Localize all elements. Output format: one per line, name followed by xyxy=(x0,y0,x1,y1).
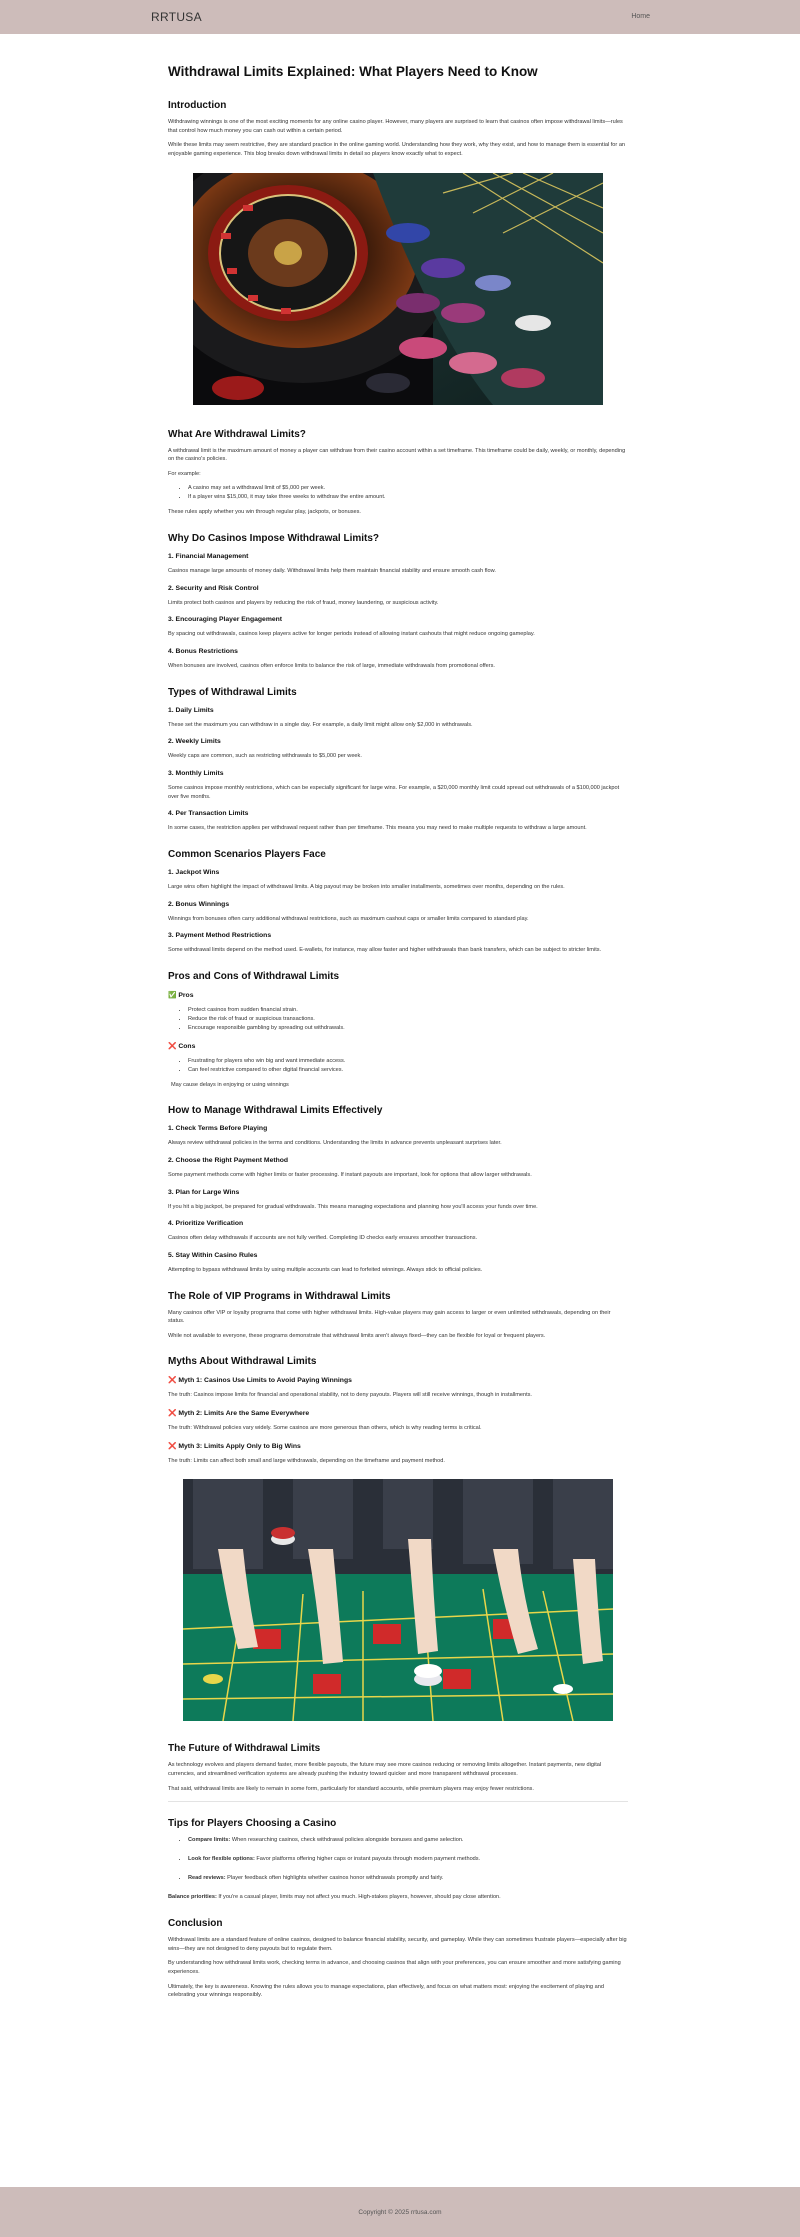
paragraph: The truth: Withdrawal policies vary widely. Some casinos are more generous than others, which is why reading terms is critical. xyxy=(168,1425,482,1432)
list-item: • Read reviews: Player feedback often highlights whether casinos honor withdrawals promptly and fairly. xyxy=(188,1874,628,1883)
section-heading: Common Scenarios Players Face xyxy=(168,848,326,860)
paragraph: For example: xyxy=(168,470,201,477)
paragraph: Casinos often delay withdrawals if accounts are not fully verified. Completing ID checks early ensures smoother transactions. xyxy=(168,1235,478,1242)
list-item: • Reduce the risk of fraud or suspicious transactions. xyxy=(188,1015,628,1024)
section-heading: The Future of Withdrawal Limits xyxy=(168,1743,321,1755)
section-heading: Introduction xyxy=(168,99,227,111)
paragraph: Weekly caps are common, such as restricting withdrawals to $5,000 per week. xyxy=(168,753,362,760)
paragraph: While not available to everyone, these programs demonstrate that withdrawal limits aren't always fixed—they can be flexible for loyal or frequent players. xyxy=(168,1332,546,1339)
paragraph: That said, withdrawal limits are likely to remain in some form, particularly for standard accounts, while premium players may enjoy fewer restrictions. xyxy=(168,1785,534,1792)
list-item: • Look for flexible options: Favor platforms offering higher caps or instant payouts through modern payment methods. xyxy=(188,1855,628,1864)
paragraph: These set the maximum you can withdraw in a single day. For example, a daily limit might allow only $2,000 in withdrawals. xyxy=(168,721,473,728)
paragraph: By understanding how withdrawal limits work, checking terms in advance, and choosing casinos that align with your preferences, you can ensure smoother and more satisfying gaming experiences. xyxy=(168,1960,621,1975)
myth-heading: ❌ Myth 2: Limits Are the Same Everywhere xyxy=(168,1410,310,1418)
subheading: 2. Weekly Limits xyxy=(168,738,221,746)
subheading: 3. Encouraging Player Engagement xyxy=(168,616,283,624)
subheading: 2. Choose the Right Payment Method xyxy=(168,1156,289,1164)
subheading: 4. Prioritize Verification xyxy=(168,1220,244,1228)
pros-heading: ✅ Pros xyxy=(168,991,194,999)
paragraph: Balance priorities: If you're a casual player, limits may not affect you much. High-stakes players, however, should pay close attention. xyxy=(168,1894,501,1901)
myth-heading: ❌ Myth 3: Limits Apply Only to Big Wins xyxy=(168,1442,301,1450)
paragraph: Withdrawing winnings is one of the most exciting moments for any online casino player. However, many players are surprised to learn that casinos often impose withdrawal limits—rules that control how much money you can cash out within a certain period. xyxy=(168,118,623,134)
section-heading: Pros and Cons of Withdrawal Limits xyxy=(168,970,340,982)
paragraph: When bonuses are involved, casinos often enforce limits to balance the risk of large, immediate withdrawals from promotional offers. xyxy=(168,662,495,669)
subheading: 5. Stay Within Casino Rules xyxy=(168,1251,258,1259)
subheading: 1. Financial Management xyxy=(168,553,249,560)
tips-list xyxy=(168,1836,628,1883)
section-heading: Myths About Withdrawal Limits xyxy=(168,1356,317,1368)
section-heading: How to Manage Withdrawal Limits Effectively xyxy=(168,1105,383,1117)
paragraph: Some payment methods come with higher limits or faster processing. If instant payouts are important, look for options that allow larger withdrawals. xyxy=(168,1171,532,1178)
paragraph: Large wins often highlight the impact of withdrawal limits. A big payout may be broken into smaller installments, sometimes over months, depending on the rules. xyxy=(168,883,565,890)
roulette-chips-image xyxy=(193,173,603,405)
subheading: 1. Jackpot Wins xyxy=(168,868,220,876)
section-heading: What Are Withdrawal Limits? xyxy=(168,428,306,440)
section-heading: Why Do Casinos Impose Withdrawal Limits? xyxy=(168,533,380,544)
paragraph: As technology evolves and players demand faster, more flexible payouts, the future may see more casinos reducing or removing limits altogether. Instant payments, new digital currencies, and streamlined verification systems are already pushing the industry toward quicker and more transparent withdrawal processes. xyxy=(168,1762,602,1778)
check-icon: ✅ xyxy=(168,991,177,999)
list-item: • Protect casinos from sudden financial strain. xyxy=(188,1006,628,1015)
cross-icon: ❌ xyxy=(168,1442,177,1450)
subheading: 3. Plan for Large Wins xyxy=(168,1188,240,1196)
nav-home-link[interactable]: Home xyxy=(631,13,650,20)
cross-icon: ❌ xyxy=(168,1042,177,1050)
subheading: 1. Check Terms Before Playing xyxy=(168,1125,268,1133)
list-item: • Encourage responsible gambling by spreading out withdrawals. xyxy=(188,1024,628,1033)
paragraph: The truth: Casinos impose limits for financial and operational stability, not to deny payouts. Players will still receive winnings, though in installments. xyxy=(168,1392,532,1399)
cons-list xyxy=(168,1057,628,1075)
article-title: Withdrawal Limits Explained: What Players Need to Know xyxy=(168,64,538,79)
paragraph: Attempting to bypass withdrawal limits by using multiple accounts can lead to forfeited winnings. Always stick to official policies. xyxy=(168,1266,483,1273)
paragraph: Some withdrawal limits depend on the method used. E-wallets, for instance, may allow faster and higher withdrawals than bank transfers, which can be subject to stricter limits. xyxy=(168,947,602,954)
paragraph: Limits protect both casinos and players by reducing the risk of fraud, money laundering, or suspicious activity. xyxy=(168,599,439,606)
section-heading: Types of Withdrawal Limits xyxy=(168,686,297,698)
paragraph: In some cases, the restriction applies per withdrawal request rather than per timeframe. This means you may need to make multiple requests to withdraw a large amount. xyxy=(168,825,587,832)
cross-icon: ❌ xyxy=(168,1410,177,1418)
site-header xyxy=(0,0,800,34)
paragraph: While these limits may seem restrictive, they are standard practice in the online gaming world. Understanding how they work, why they exist, and how to manage them is essential for an enjoyable gaming experience. This blog breaks down withdrawal limits in detail so players know exactly what to expect. xyxy=(168,142,626,157)
subheading: 3. Monthly Limits xyxy=(168,769,224,777)
section-heading: Conclusion xyxy=(168,1917,223,1929)
subheading: 1. Daily Limits xyxy=(168,706,214,714)
paragraph: Many casinos offer VIP or loyalty programs that come with higher withdrawal limits. High-value players may gain access to larger or even unlimited withdrawals, depending on their status. xyxy=(168,1309,611,1325)
cross-icon: ❌ xyxy=(168,1377,177,1385)
subheading: 4. Per Transaction Limits xyxy=(168,810,249,818)
casino-table-hands-image xyxy=(183,1479,613,1721)
list-item: • Frustrating for players who win big and want immediate access. xyxy=(188,1057,628,1066)
paragraph: A withdrawal limit is the maximum amount of money a player can withdraw from their casino account within a set timeframe. This timeframe could be daily, weekly, or monthly, depending on the casino's policies. xyxy=(168,447,626,463)
site-logo[interactable]: RRTUSA xyxy=(151,10,202,24)
paragraph: Ultimately, the key is awareness. Knowing the rules allows you to manage expectations, plan effectively, and focus on what matters most: enjoying the excitement of playing and celebrating your winnings responsibly. xyxy=(168,1983,604,1999)
paragraph: Withdrawal limits are a standard feature of online casinos, designed to balance financial stability, security, and gameplay. While they can sometimes frustrate players—especially after big wins—they are not designed to deny payouts but to regulate them. xyxy=(168,1936,627,1952)
section-heading: Tips for Players Choosing a Casino xyxy=(168,1818,337,1830)
paragraph: Always review withdrawal policies in the terms and conditions. Understanding the limits in advance prevents unpleasant surprises later. xyxy=(168,1140,502,1147)
paragraph: Some casinos impose monthly restrictions, which can be especially significant for large wins. For example, a $20,000 monthly limit could spread out withdrawals of a $100,000 jackpot over five months. xyxy=(168,784,620,800)
cons-heading: ❌ Cons xyxy=(168,1042,196,1050)
subheading: 3. Payment Method Restrictions xyxy=(168,932,272,940)
divider xyxy=(168,1801,628,1802)
paragraph: The truth: Limits can affect both small and large withdrawals, depending on the timeframe and payment method. xyxy=(168,1457,445,1464)
myth-heading: ❌ Myth 1: Casinos Use Limits to Avoid Paying Winnings xyxy=(168,1377,352,1385)
example-list xyxy=(168,484,628,502)
list-item: • Can feel restrictive compared to other digital financial services. xyxy=(188,1066,628,1075)
subheading: 2. Security and Risk Control xyxy=(168,584,259,592)
paragraph: Winnings from bonuses often carry additional withdrawal restrictions, such as maximum cashout caps or smaller limits compared to standard play. xyxy=(168,915,529,922)
subheading: 4. Bonus Restrictions xyxy=(168,647,238,655)
list-item: • A casino may set a withdrawal limit of $5,000 per week. xyxy=(188,484,628,493)
paragraph: These rules apply whether you win through regular play, jackpots, or bonuses. xyxy=(168,509,361,516)
list-item: • Compare limits: When researching casinos, check withdrawal policies alongside bonuses and game selection. xyxy=(188,1836,628,1845)
paragraph: Casinos manage large amounts of money daily. Withdrawal limits help them maintain financial stability and ensure smooth cash flow. xyxy=(168,568,496,574)
subheading: 2. Bonus Winnings xyxy=(168,900,230,908)
article xyxy=(168,64,628,2006)
paragraph: By spacing out withdrawals, casinos keep players active for longer periods instead of allowing instant cashouts that might reduce ongoing gameplay. xyxy=(168,631,535,638)
copyright-text: Copyright © 2025 rrtusa.com xyxy=(358,2209,442,2216)
paragraph: If you hit a big jackpot, be prepared for gradual withdrawals. This means managing expectations and planning how you'll access your funds over time. xyxy=(168,1203,538,1210)
list-item: • If a player wins $15,000, it may take three weeks to withdraw the entire amount. xyxy=(188,493,628,502)
section-heading: The Role of VIP Programs in Withdrawal Limits xyxy=(168,1290,391,1302)
pros-list xyxy=(168,1006,628,1033)
paragraph: May cause delays in enjoying or using winnings xyxy=(171,1081,289,1088)
site-footer xyxy=(0,2187,800,2237)
